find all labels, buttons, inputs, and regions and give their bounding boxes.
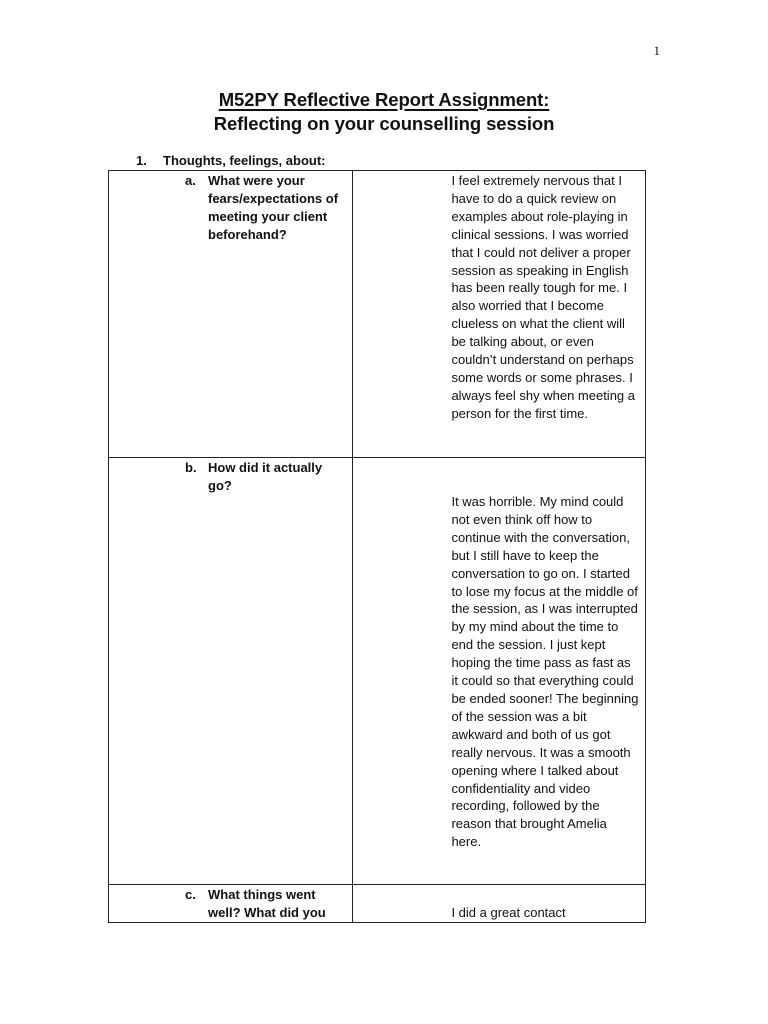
question-cell bbox=[109, 458, 353, 885]
answer-text: I did a great contact bbox=[451, 905, 566, 920]
question-cell bbox=[109, 171, 353, 458]
section-heading-text: Thoughts, feelings, about: bbox=[163, 153, 326, 168]
page-number: 1 bbox=[653, 43, 660, 58]
answer-cell bbox=[353, 885, 646, 923]
question-cell bbox=[109, 885, 353, 923]
answer-text: It was horrible. My mind could not even think off how to continue with the conversation, but I still have to keep the conversation to go on. I started to lose my focus at the middle of the session, as I was interrupted by my mind about the time to end the session. I just kept hoping the time pass as fast as it could so that everything could be ended sooner! The beginning of the session was a bit awkward and both of us got really nervous. It was a smooth opening where I talked about confidentiality and video recording, followed by the reason that brought Amelia here. bbox=[451, 494, 639, 850]
table-row bbox=[109, 885, 646, 923]
question-letter: b. bbox=[185, 460, 197, 475]
question-text: What were your fears/expectations of meeting your client beforehand? bbox=[208, 173, 339, 242]
answer-text: I feel extremely nervous that I have to do a quick review on examples about role-playing in clinical sessions. I was worried that I could not deliver a proper session as speaking in English has been really tough for me. I also worried that I become clueless on what the client will be talking about, or even couldn’t understand on perhaps some words or some phrases. I always feel shy when meeting a person for the first time. bbox=[451, 173, 635, 421]
section-number: 1. bbox=[136, 153, 147, 168]
reflection-table bbox=[108, 170, 646, 923]
question-text: What things went well? What did you bbox=[208, 887, 326, 920]
answer-cell bbox=[353, 458, 646, 885]
table-row bbox=[109, 171, 646, 458]
section-heading bbox=[136, 153, 326, 168]
document-title: M52PY Reflective Report Assignment: bbox=[218, 89, 550, 110]
document-subtitle: Reflecting on your counselling session bbox=[213, 113, 555, 134]
table-row bbox=[109, 458, 646, 885]
answer-cell bbox=[353, 171, 646, 458]
question-text: How did it actually go? bbox=[208, 460, 323, 493]
question-letter: c. bbox=[185, 887, 196, 902]
question-letter: a. bbox=[185, 173, 196, 188]
